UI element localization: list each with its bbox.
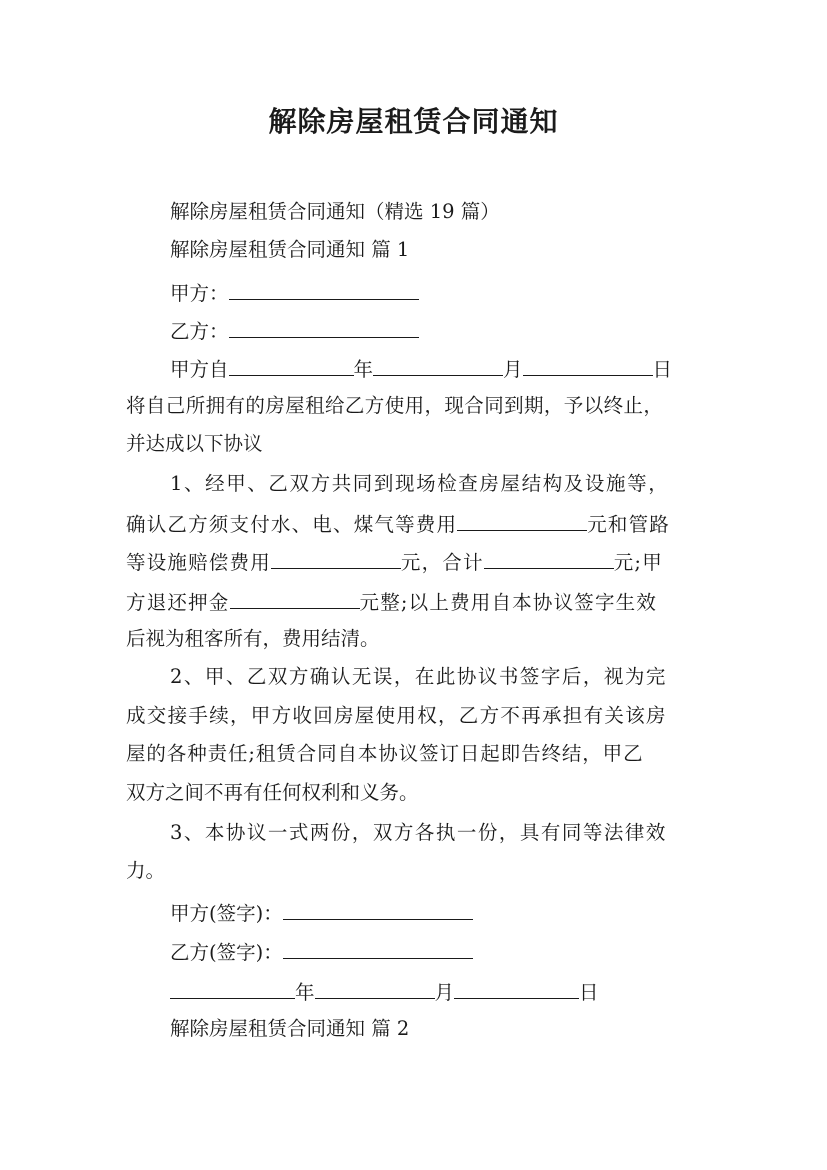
party-b-blank bbox=[229, 319, 419, 338]
signature-day-label: 日 bbox=[579, 981, 599, 1004]
clause1-line-2 bbox=[126, 512, 670, 535]
utility-fee-blank bbox=[457, 512, 587, 531]
party-a-blank bbox=[229, 281, 419, 300]
intro-line-3: 并达成以下协议 bbox=[126, 432, 263, 455]
signature-party-a-label: 甲方(签字)： bbox=[170, 902, 283, 925]
clause1-line4-a: 方退还押金 bbox=[126, 591, 230, 614]
clause2-line-2: 成交接手续，甲方收回房屋使用权，乙方不再承担有关该房 bbox=[126, 704, 667, 727]
party-b-line bbox=[170, 319, 419, 342]
signature-day-blank bbox=[454, 980, 579, 999]
clause1-line-1: 1、经甲、乙双方共同到现场检查房屋结构及设施等， bbox=[170, 472, 670, 495]
intro-year-blank bbox=[229, 357, 354, 376]
signature-party-a-blank bbox=[283, 901, 473, 920]
clause1-line-5: 后视为租客所有，费用结清。 bbox=[126, 627, 380, 650]
clause2-line-1: 2、甲、乙双方确认无误，在此协议书签字后，视为完 bbox=[170, 665, 667, 688]
party-a-label: 甲方： bbox=[170, 282, 229, 305]
clause1-line-3 bbox=[126, 550, 663, 573]
clause3-line-1: 3、本协议一式两份，双方各执一份，具有同等法律效 bbox=[170, 821, 667, 844]
clause2-line-3: 屋的各种责任;租赁合同自本协议签订日起即告终结，甲乙 bbox=[126, 742, 644, 765]
signature-month-label: 月 bbox=[434, 981, 455, 1004]
clause1-line3-b: 元，合计 bbox=[400, 551, 484, 574]
signature-year-blank bbox=[170, 980, 295, 999]
signature-party-b bbox=[170, 940, 473, 963]
deposit-blank bbox=[230, 590, 360, 609]
total-fee-blank bbox=[484, 550, 614, 569]
clause2-line-4: 双方之间不再有任何权利和义务。 bbox=[126, 781, 419, 804]
intro-day-label: 日 bbox=[652, 358, 673, 381]
clause1-line2-b: 元和管路 bbox=[587, 513, 671, 536]
clause1-line4-b: 元整;以上费用自本协议签字生效 bbox=[359, 591, 658, 614]
signature-party-a bbox=[170, 901, 473, 924]
signature-month-blank bbox=[315, 980, 435, 999]
party-b-label: 乙方： bbox=[170, 320, 229, 343]
intro-day-blank bbox=[523, 357, 653, 376]
clause1-line-4 bbox=[126, 590, 657, 613]
signature-date-line bbox=[170, 980, 599, 1003]
section-heading-1: 解除房屋租赁合同通知 篇 1 bbox=[170, 238, 410, 261]
damage-fee-blank bbox=[271, 550, 401, 569]
party-a-line bbox=[170, 281, 419, 304]
intro-date-line bbox=[170, 357, 672, 380]
section-heading-2: 解除房屋租赁合同通知 篇 2 bbox=[170, 1017, 410, 1040]
signature-party-b-label: 乙方(签字)： bbox=[170, 941, 283, 964]
page-title: 解除房屋租赁合同通知 bbox=[268, 105, 559, 138]
intro-line-2: 将自己所拥有的房屋租给乙方使用，现合同到期，予以终止， bbox=[126, 394, 664, 417]
signature-year-label: 年 bbox=[295, 981, 315, 1004]
intro-year-label: 年 bbox=[353, 358, 374, 381]
intro-month-blank bbox=[373, 357, 503, 376]
document-subtitle: 解除房屋租赁合同通知（精选 19 篇） bbox=[170, 200, 500, 223]
intro-month-label: 月 bbox=[503, 358, 523, 381]
clause1-line2-a: 确认乙方须支付水、电、煤气等费用 bbox=[126, 513, 458, 536]
clause1-line3-c: 元;甲 bbox=[613, 551, 663, 574]
signature-party-b-blank bbox=[283, 940, 473, 959]
intro-prefix: 甲方自 bbox=[170, 358, 229, 381]
clause3-line-2: 力。 bbox=[126, 859, 166, 882]
clause1-line3-a: 等设施赔偿费用 bbox=[126, 551, 271, 574]
